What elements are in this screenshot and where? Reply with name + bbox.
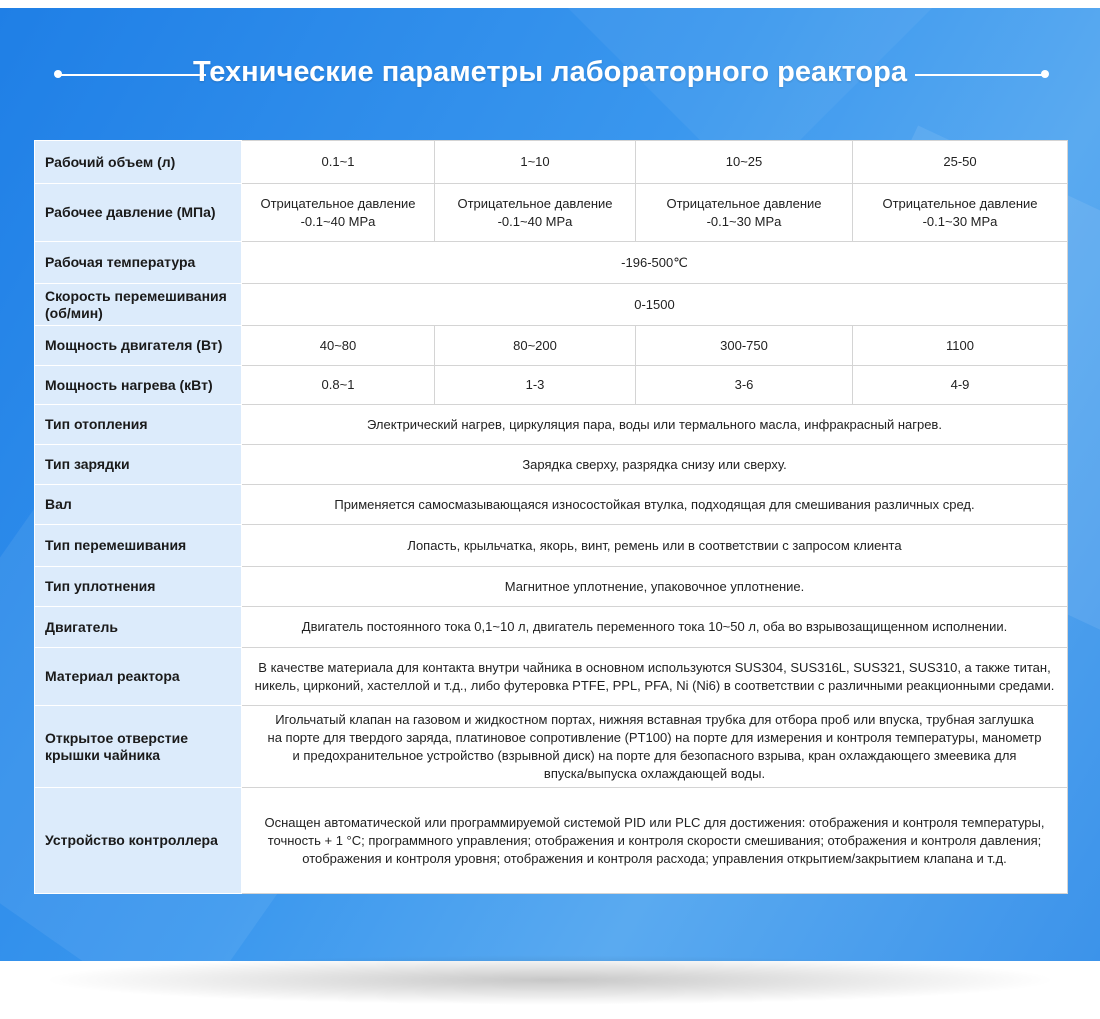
table-cell: Магнитное уплотнение, упаковочное уплотнение. [242, 567, 1068, 607]
cell-line: -0.1~40 MPa [300, 213, 376, 229]
cell-line: -0.1~40 MPa [497, 213, 573, 229]
table-row [35, 567, 1068, 607]
cell-line: В качестве материала для контакта внутри чайника в основном используются SUS304, SUS316L, SUS321, SUS310, а также титан, [258, 659, 1051, 675]
cell-line: никель, цирконий, хастеллой и т.д., либо футеровка PTFE, PPL, PFA, Ni (Ni6) в соответствии с различными реакционными средами. [254, 677, 1055, 693]
row-label: Рабочий объем (л) [35, 141, 242, 184]
row-label: Тип зарядки [35, 445, 242, 485]
table-cell: 3-6 [636, 366, 853, 405]
title-dot-right [1041, 70, 1049, 78]
table-row [35, 525, 1068, 567]
specs-table [34, 140, 1068, 894]
table-cell: Лопасть, крыльчатка, якорь, винт, ремень или в соответствии с запросом клиента [242, 525, 1068, 567]
row-label: Мощность нагрева (кВт) [35, 366, 242, 405]
row-label: Открытое отверстие крышки чайника [35, 706, 242, 788]
table-row [35, 242, 1068, 284]
page-title: Технические параметры лабораторного реактора [193, 56, 907, 88]
table-cell: Зарядка сверху, разрядка снизу или сверху. [242, 445, 1068, 485]
row-label: Вал [35, 485, 242, 525]
cell-line: Оснащен автоматической или программируемой системой PID или PLC для достижения: отображения и контроля температуры, [264, 814, 1045, 830]
table-cell: Электрический нагрев, циркуляция пара, воды или термального масла, инфракрасный нагрев. [242, 405, 1068, 445]
table-row [35, 405, 1068, 445]
row-label: Мощность двигателя (Вт) [35, 326, 242, 366]
cell-line: -0.1~30 MPa [922, 213, 998, 229]
table-row [35, 326, 1068, 366]
table-row [35, 706, 1068, 788]
table-cell: 0.1~1 [242, 141, 435, 184]
title-line-right [915, 74, 1045, 76]
table-row [35, 141, 1068, 184]
table-row [35, 445, 1068, 485]
row-label: Материал реактора [35, 648, 242, 706]
cell-line: Отрицательное давление [666, 195, 822, 211]
table-cell [853, 184, 1068, 242]
table-cell: 0.8~1 [242, 366, 435, 405]
table-cell [242, 706, 1068, 788]
table-cell: Применяется самосмазывающаяся износостойкая втулка, подходящая для смешивания различных сред. [242, 485, 1068, 525]
row-label: Тип отопления [35, 405, 242, 445]
table-row [35, 284, 1068, 326]
cell-line: -0.1~30 MPa [706, 213, 782, 229]
cell-line: впуска/выпуска охлаждающей воды. [543, 765, 766, 781]
cell-line: Игольчатый клапан на газовом и жидкостном портах, нижняя вставная трубка для отбора проб или впуска, трубная заглушка [275, 711, 1034, 727]
table-cell: 300-750 [636, 326, 853, 366]
title-row [0, 50, 1100, 100]
table-cell: 80~200 [435, 326, 636, 366]
table-cell [435, 184, 636, 242]
cell-line: Отрицательное давление [260, 195, 416, 211]
table-row [35, 788, 1068, 894]
cell-line: точность + 1 °C; программного управления; отображения и контроля скорости смешивания; отображения и контроля давления; [267, 832, 1042, 848]
table-cell [242, 788, 1068, 894]
row-label: Скорость перемешивания (об/мин) [35, 284, 242, 326]
row-label: Рабочая температура [35, 242, 242, 284]
table-cell [242, 184, 435, 242]
table-cell: 40~80 [242, 326, 435, 366]
table-cell: -196-500℃ [242, 242, 1068, 284]
row-label: Двигатель [35, 607, 242, 648]
table-cell: 4-9 [853, 366, 1068, 405]
row-label: Рабочее давление (МПа) [35, 184, 242, 242]
row-label: Устройство контроллера [35, 788, 242, 894]
table-row [35, 607, 1068, 648]
cell-line: Отрицательное давление [882, 195, 1038, 211]
table-cell: 1100 [853, 326, 1068, 366]
table-cell: Двигатель постоянного тока 0,1~10 л, двигатель переменного тока 10~50 л, оба во взрывозащищенном исполнении. [242, 607, 1068, 648]
cell-line: отображения и контроля уровня; отображения и контроля расхода; управления открытием/закрытием клапана и т.д. [302, 850, 1007, 866]
table-cell: 0-1500 [242, 284, 1068, 326]
cell-line: и предохранительное устройство (взрывной диск) на порте для безопасного взрыва, кран охлаждающего змеевика для [292, 747, 1017, 763]
table-cell [242, 648, 1068, 706]
table-row [35, 648, 1068, 706]
table-row [35, 184, 1068, 242]
table-cell: 1-3 [435, 366, 636, 405]
table-cell: 10~25 [636, 141, 853, 184]
table-row [35, 485, 1068, 525]
table-row [35, 366, 1068, 405]
row-label: Тип уплотнения [35, 567, 242, 607]
cell-line: Отрицательное давление [457, 195, 613, 211]
table-cell [636, 184, 853, 242]
row-label: Тип перемешивания [35, 525, 242, 567]
panel-shadow [40, 955, 1060, 1005]
cell-line: на порте для твердого заряда, платиновое сопротивление (PT100) на порте для измерения и контроля температуры, манометр [267, 729, 1042, 745]
table-cell: 1~10 [435, 141, 636, 184]
table-cell: 25-50 [853, 141, 1068, 184]
